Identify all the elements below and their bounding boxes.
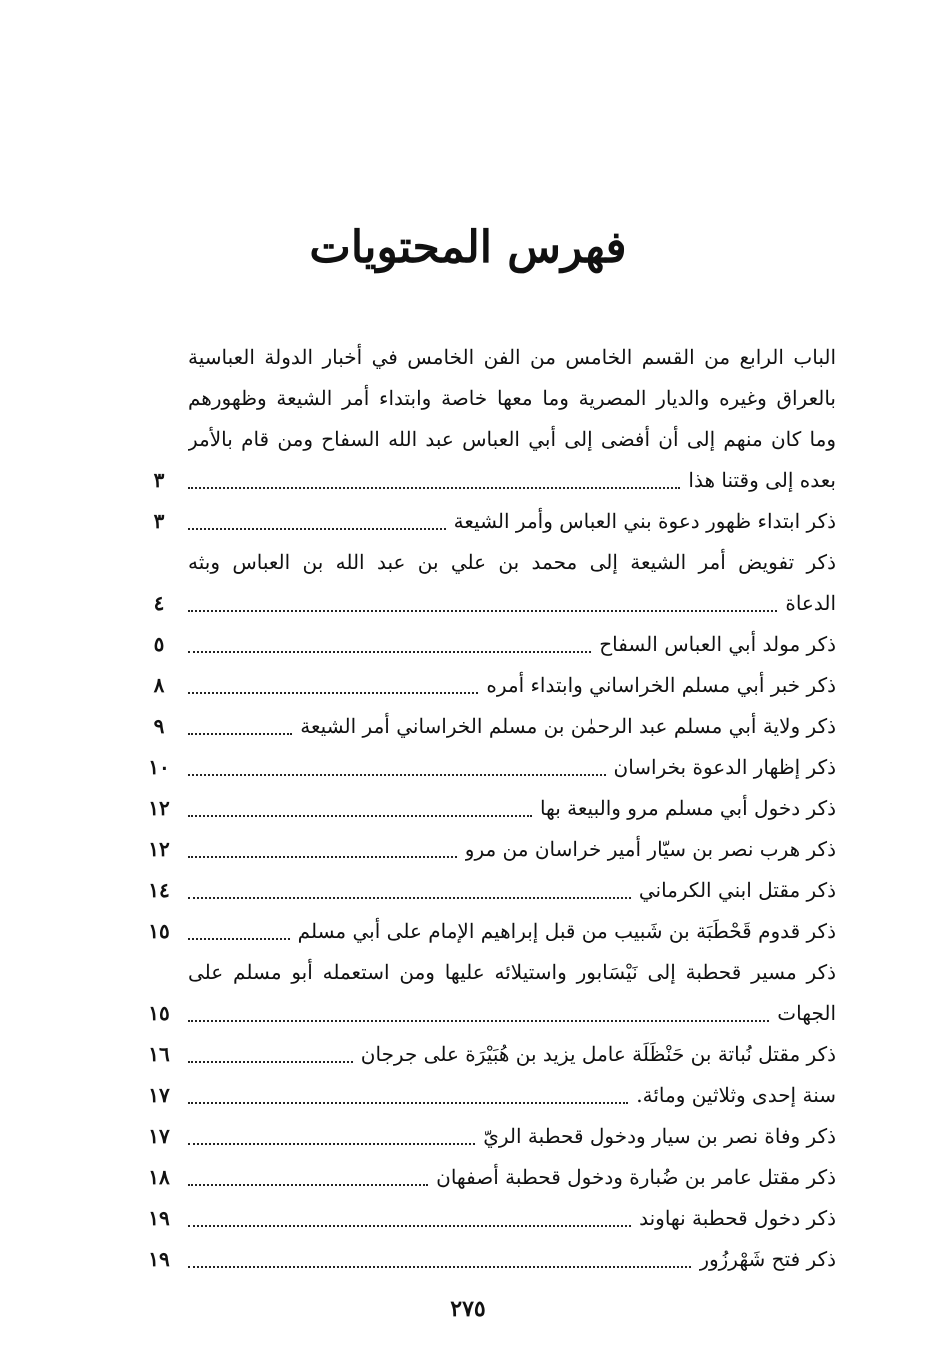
toc-entry-page-number: ١٧: [148, 1124, 170, 1148]
toc-entry-text: [188, 1198, 836, 1239]
toc-entry-title: ذكر دخول قحطبة نهاوند: [639, 1206, 836, 1230]
toc-entry: [130, 1198, 836, 1239]
toc-entry-page-number: ١٥: [148, 919, 170, 943]
toc-entry-title: ذكر دخول أبي مسلم مرو والبيعة بها: [539, 796, 836, 820]
toc-entry-page-column: [130, 665, 188, 706]
dot-leader: [188, 1157, 428, 1198]
toc-entry-last-line: [188, 1157, 836, 1198]
toc-entry-page-column: [130, 911, 188, 952]
table-of-contents: [130, 337, 836, 1280]
toc-entry-line: وما كان منهم إلى أن أفضى إلى أبي العباس عبد الله السفاح ومن قام بالأمر: [188, 427, 836, 451]
dot-leader: [188, 1116, 475, 1157]
dot-leader: [188, 870, 631, 911]
toc-entry-page-number: ١٢: [148, 837, 170, 861]
toc-entry-page-column: [130, 952, 188, 1034]
toc-entry-title: ذكر فتح شَهْرزُور: [699, 1247, 836, 1271]
toc-entry-last-line: [188, 1239, 836, 1280]
toc-entry-last-line: [188, 747, 836, 788]
toc-entry: [130, 1116, 836, 1157]
toc-entry-text: [188, 870, 836, 911]
toc-entry-last-line: [188, 1116, 836, 1157]
toc-entry-page-column: [130, 1075, 188, 1116]
toc-entry: [130, 1075, 836, 1116]
toc-entry-last-line: [188, 911, 836, 952]
toc-entry: [130, 952, 836, 1034]
toc-entry-last-line: [188, 829, 836, 870]
toc-entry-page-column: [130, 542, 188, 624]
toc-entry-title: الدعاة: [785, 591, 836, 615]
toc-entry: [130, 1157, 836, 1198]
toc-entry-last-line: [188, 1075, 836, 1116]
dot-leader: [188, 1198, 631, 1239]
toc-entry-last-line: [188, 583, 836, 624]
toc-entry-line: بالعراق وغيره والديار المصرية وما معها خاصة وابتداء أمر الشيعة وظهورهم: [188, 386, 836, 410]
toc-entry-page-number: ١٤: [148, 878, 170, 902]
toc-entry-page-number: ١٧: [148, 1083, 170, 1107]
toc-entry-page-number: ٩: [153, 714, 165, 738]
toc-entry-page-column: [130, 624, 188, 665]
toc-entry: [130, 337, 836, 501]
toc-entry-title: ذكر مقتل عامر بن ضُبارة ودخول قحطبة أصفهان: [436, 1165, 836, 1189]
toc-entry: [130, 911, 836, 952]
toc-entry-page-column: [130, 501, 188, 542]
toc-entry-page-column: [130, 1157, 188, 1198]
toc-entry-page-column: [130, 829, 188, 870]
dot-leader: [188, 583, 777, 624]
toc-entry-text: [188, 1116, 836, 1157]
toc-entry-last-line: [188, 706, 836, 747]
toc-entry-line: ذكر مسير قحطبة إلى نَيْسَابور واستيلائه عليها ومن استعمله أبو مسلم على: [188, 960, 836, 984]
page-title: فهرس المحتويات: [309, 222, 627, 273]
toc-entry-page-number: ٨: [153, 673, 165, 697]
toc-entry: [130, 624, 836, 665]
toc-entry-page-column: [130, 1034, 188, 1075]
toc-entry-page-column: [130, 706, 188, 747]
toc-entry-title: ذكر قدوم قَحْطَبَة بن شَبيب من قبل إبراهيم الإمام على أبي مسلم: [297, 919, 836, 943]
toc-entry-last-line: [188, 1198, 836, 1239]
toc-entry-title: ذكر مقتل ابني الكرماني: [638, 878, 836, 902]
toc-entry: [130, 747, 836, 788]
dot-leader: [188, 460, 680, 501]
page-number: ٢٧٥: [450, 1296, 486, 1322]
toc-entry-title: ذكر خبر أبي مسلم الخراساني وابتداء أمره: [486, 673, 836, 697]
toc-entry-text: [188, 706, 836, 747]
toc-entry-text: [188, 665, 836, 706]
toc-entry-page-number: ١٦: [148, 1042, 170, 1066]
dot-leader: [188, 665, 478, 706]
toc-entry-last-line: [188, 870, 836, 911]
dot-leader: [188, 1034, 353, 1075]
toc-entry: [130, 706, 836, 747]
toc-entry-last-line: [188, 624, 836, 665]
toc-entry-title: ذكر وفاة نصر بن سيار ودخول قحطبة الريّ: [483, 1124, 836, 1148]
toc-entry-last-line: [188, 788, 836, 829]
toc-entry-page-number: ١٩: [148, 1206, 170, 1230]
toc-entry-title: ذكر ولاية أبي مسلم عبد الرحمٰن بن مسلم الخراساني أمر الشيعة: [300, 714, 836, 738]
dot-leader: [188, 1075, 628, 1116]
toc-entry-title: ذكر ابتداء ظهور دعوة بني العباس وأمر الشيعة: [453, 509, 836, 533]
toc-entry: [130, 788, 836, 829]
toc-entry-page-number: ٤: [153, 591, 165, 615]
toc-entry-text: [188, 542, 836, 624]
dot-leader: [188, 624, 591, 665]
dot-leader: [188, 501, 446, 542]
toc-entry-last-line: [188, 665, 836, 706]
toc-entry-text: [188, 911, 836, 952]
dot-leader: [188, 829, 457, 870]
toc-entry-last-line: [188, 501, 836, 542]
toc-entry-text: [188, 952, 836, 1034]
toc-entry-page-number: ١٥: [148, 1001, 170, 1025]
toc-entry: [130, 829, 836, 870]
dot-leader: [188, 911, 290, 952]
dot-leader: [188, 747, 606, 788]
toc-entry-page-column: [130, 788, 188, 829]
toc-entry-title: ذكر مولد أبي العباس السفاح: [599, 632, 836, 656]
toc-entry-page-column: [130, 870, 188, 911]
toc-entry-page-number: ١٩: [148, 1247, 170, 1271]
toc-entry: [130, 1239, 836, 1280]
toc-entry-page-number: ١٠: [148, 755, 170, 779]
toc-entry-page-number: ٣: [153, 509, 165, 533]
toc-entry: [130, 1034, 836, 1075]
toc-entry: [130, 665, 836, 706]
toc-entry-last-line: [188, 1034, 836, 1075]
toc-entry-text: [188, 1239, 836, 1280]
toc-entry-line: ذكر تفويض أمر الشيعة إلى محمد بن علي بن عبد الله بن العباس وبثه: [188, 550, 836, 574]
toc-entry-page-number: ١٢: [148, 796, 170, 820]
toc-entry: [130, 870, 836, 911]
dot-leader: [188, 1239, 691, 1280]
toc-entry-title: ذكر هرب نصر بن سيّار أمير خراسان من مرو: [464, 837, 836, 861]
toc-entry-page-number: ١٨: [148, 1165, 170, 1189]
toc-entry: [130, 501, 836, 542]
toc-entry-page-number: ٣: [153, 468, 165, 492]
dot-leader: [188, 788, 532, 829]
toc-entry-page-number: ٥: [153, 632, 165, 656]
toc-entry-title: ذكر إظهار الدعوة بخراسان: [613, 755, 836, 779]
toc-entry-page-column: [130, 1198, 188, 1239]
toc-entry-text: [188, 747, 836, 788]
toc-entry-page-column: [130, 337, 188, 501]
toc-entry-text: [188, 829, 836, 870]
toc-entry-text: [188, 1075, 836, 1116]
toc-entry-text: [188, 501, 836, 542]
toc-entry-page-column: [130, 1239, 188, 1280]
toc-entry-title: سنة إحدى وثلاثين ومائة.: [636, 1083, 836, 1107]
toc-entry-text: [188, 1157, 836, 1198]
toc-entry-text: [188, 624, 836, 665]
toc-entry-text: [188, 1034, 836, 1075]
toc-entry-title: ذكر مقتل نُباتة بن حَنْظَلَة عامل يزيد بن هُبَيْرَة على جرجان: [360, 1042, 836, 1066]
dot-leader: [188, 706, 292, 747]
toc-entry-last-line: [188, 993, 836, 1034]
toc-entry-last-line: [188, 460, 836, 501]
toc-entry-text: [188, 337, 836, 501]
toc-entry: [130, 542, 836, 624]
toc-entry-title: بعده إلى وقتنا هذا: [688, 468, 836, 492]
toc-entry-line: الباب الرابع من القسم الخامس من الفن الخامس في أخبار الدولة العباسية: [188, 345, 836, 369]
dot-leader: [188, 993, 769, 1034]
toc-entry-title: الجهات: [777, 1001, 836, 1025]
toc-entry-page-column: [130, 747, 188, 788]
toc-entry-page-column: [130, 1116, 188, 1157]
toc-entry-text: [188, 788, 836, 829]
